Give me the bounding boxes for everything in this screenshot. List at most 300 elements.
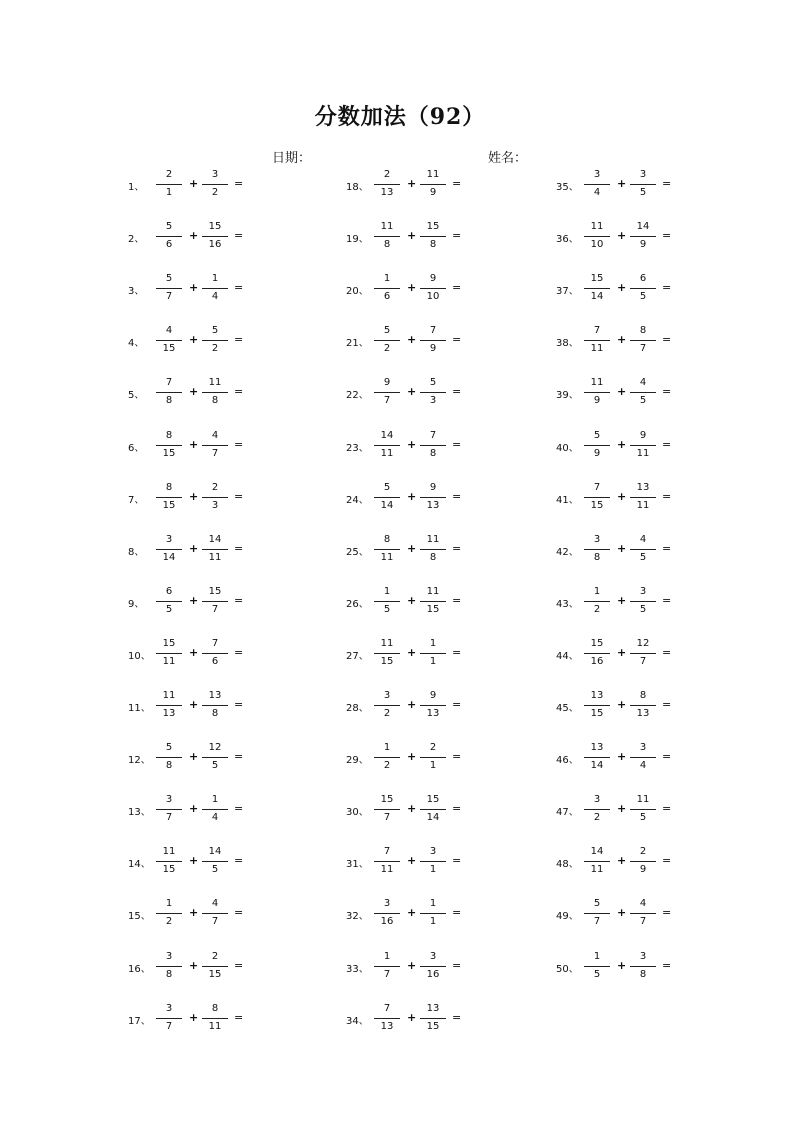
problem-item [346, 218, 556, 258]
problem-number: 44、 [556, 650, 579, 662]
denominator: 9 [593, 447, 601, 459]
plus-sign: + [189, 385, 199, 399]
plus-sign: + [189, 854, 199, 868]
fraction-bar [374, 601, 400, 602]
denominator: 10 [590, 239, 604, 251]
problem-item [556, 270, 766, 310]
second-fraction [630, 322, 656, 362]
second-fraction [202, 374, 228, 414]
fraction-bar [630, 288, 656, 289]
second-fraction [202, 635, 228, 675]
problem-number: 17、 [128, 1015, 151, 1027]
second-fraction [420, 218, 446, 258]
numerator: 7 [429, 429, 437, 441]
plus-sign: + [407, 281, 417, 295]
fraction-bar [202, 236, 228, 237]
plus-sign: + [407, 229, 417, 243]
equals-sign: = [662, 906, 672, 920]
plus-sign: + [189, 645, 199, 659]
plus-sign: + [407, 698, 417, 711]
problem-number: 1、 [128, 182, 145, 193]
equals-sign: = [234, 229, 244, 243]
fraction-bar [584, 809, 610, 810]
numerator: 3 [639, 742, 647, 754]
fraction-bar [420, 757, 446, 758]
fraction-bar [420, 1018, 446, 1019]
problem-item [556, 583, 766, 623]
numerator: 1 [165, 898, 173, 910]
numerator: 1 [383, 273, 391, 285]
numerator: 14 [590, 846, 604, 858]
denominator: 7 [383, 968, 391, 980]
numerator: 2 [211, 481, 219, 493]
fraction-bar [156, 340, 182, 341]
first-fraction [584, 531, 610, 571]
problem-item [346, 635, 556, 675]
problem-number: 16、 [128, 963, 151, 975]
denominator: 1 [429, 864, 437, 876]
first-fraction [374, 270, 400, 310]
denominator: 4 [639, 760, 647, 772]
denominator: 6 [165, 239, 173, 251]
numerator: 11 [590, 221, 604, 233]
fraction-bar [584, 757, 610, 758]
equals-sign: = [234, 750, 244, 764]
problem-item [346, 843, 556, 883]
first-fraction [374, 635, 400, 675]
first-fraction [156, 791, 182, 831]
numerator: 3 [165, 1002, 173, 1014]
denominator: 2 [165, 916, 173, 928]
problem-item [128, 374, 338, 414]
problem-item [556, 531, 766, 571]
numerator: 1 [429, 898, 437, 910]
numerator: 4 [211, 898, 219, 910]
second-fraction [202, 1000, 228, 1040]
fraction-bar [630, 497, 656, 498]
fraction-bar [584, 913, 610, 914]
plus-sign: + [189, 541, 199, 555]
denominator: 11 [208, 1020, 222, 1032]
denominator: 4 [211, 812, 219, 824]
numerator: 2 [639, 846, 647, 858]
fraction-bar [630, 809, 656, 810]
equals-sign: = [662, 385, 672, 399]
numerator: 13 [208, 690, 222, 701]
equals-sign: = [662, 229, 672, 243]
plus-sign: + [617, 385, 627, 399]
problem-number: 41、 [556, 494, 579, 506]
denominator: 16 [590, 655, 604, 667]
first-fraction [156, 166, 182, 206]
fraction-bar [374, 809, 400, 810]
problem-item [346, 427, 556, 467]
fraction-bar [202, 184, 228, 185]
second-fraction [202, 843, 228, 883]
numerator: 3 [593, 794, 601, 806]
numerator: 8 [165, 481, 173, 493]
first-fraction [374, 374, 400, 414]
problem-number: 39、 [556, 390, 579, 402]
denominator: 7 [383, 395, 391, 407]
denominator: 16 [426, 968, 440, 980]
problem-item [128, 583, 338, 623]
numerator: 3 [383, 690, 391, 701]
fraction-bar [202, 1018, 228, 1019]
fraction-bar [202, 497, 228, 498]
fraction-bar [202, 288, 228, 289]
fraction-bar [374, 445, 400, 446]
fraction-bar [584, 497, 610, 498]
fraction-bar [202, 445, 228, 446]
denominator: 8 [383, 239, 391, 251]
denominator: 5 [639, 187, 647, 198]
first-fraction [374, 427, 400, 467]
second-fraction [630, 635, 656, 675]
problem-number: 27、 [346, 650, 369, 662]
plus-sign: + [189, 802, 199, 816]
denominator: 11 [636, 499, 650, 511]
fraction-bar [374, 861, 400, 862]
first-fraction [156, 948, 182, 988]
denominator: 13 [162, 708, 176, 719]
problem-item [346, 791, 556, 831]
first-fraction [374, 583, 400, 623]
fraction-bar [374, 184, 400, 185]
fraction-bar [630, 913, 656, 914]
fraction-bar [374, 913, 400, 914]
numerator: 15 [590, 637, 604, 649]
numerator: 2 [383, 169, 391, 180]
problem-number: 37、 [556, 286, 579, 298]
plus-sign: + [189, 281, 199, 295]
fraction-bar [630, 653, 656, 654]
denominator: 5 [165, 603, 173, 615]
denominator: 9 [429, 187, 437, 198]
second-fraction [630, 687, 656, 727]
problem-number: 32、 [346, 911, 369, 923]
numerator: 3 [429, 950, 437, 962]
numerator: 5 [211, 325, 219, 337]
denominator: 14 [162, 551, 176, 563]
fraction-bar [156, 809, 182, 810]
first-fraction [584, 843, 610, 883]
fraction-bar [420, 601, 446, 602]
numerator: 7 [593, 325, 601, 337]
plus-sign: + [189, 958, 199, 972]
equals-sign: = [452, 489, 462, 503]
plus-sign: + [617, 958, 627, 972]
equals-sign: = [662, 645, 672, 659]
second-fraction [420, 270, 446, 310]
denominator: 5 [639, 551, 647, 563]
numerator: 4 [639, 898, 647, 910]
denominator: 7 [165, 1020, 173, 1032]
second-fraction [630, 843, 656, 883]
fraction-bar [202, 913, 228, 914]
second-fraction [202, 479, 228, 519]
first-fraction [374, 531, 400, 571]
first-fraction [374, 687, 400, 727]
fraction-bar [630, 549, 656, 550]
equals-sign: = [234, 698, 244, 711]
problem-number: 6、 [128, 442, 145, 454]
problem-item [556, 218, 766, 258]
equals-sign: = [452, 906, 462, 920]
first-fraction [156, 895, 182, 935]
problem-number: 9、 [128, 598, 145, 610]
denominator: 9 [639, 864, 647, 876]
numerator: 13 [590, 742, 604, 754]
denominator: 15 [208, 968, 222, 980]
fraction-bar [584, 236, 610, 237]
fraction-bar [156, 236, 182, 237]
numerator: 3 [639, 950, 647, 962]
denominator: 13 [636, 708, 650, 719]
denominator: 2 [211, 187, 219, 198]
numerator: 14 [380, 429, 394, 441]
fraction-bar [374, 966, 400, 967]
denominator: 8 [429, 239, 437, 251]
denominator: 1 [429, 760, 437, 772]
fraction-bar [420, 966, 446, 967]
denominator: 11 [162, 655, 176, 667]
problem-number: 26、 [346, 598, 369, 610]
denominator: 5 [639, 291, 647, 303]
second-fraction [420, 843, 446, 883]
equals-sign: = [234, 541, 244, 555]
problem-item [556, 739, 766, 779]
equals-sign: = [662, 281, 672, 295]
denominator: 2 [593, 603, 601, 615]
numerator: 1 [211, 273, 219, 285]
problem-item [128, 843, 338, 883]
plus-sign: + [407, 802, 417, 816]
problem-number: 14、 [128, 859, 151, 871]
numerator: 5 [165, 273, 173, 285]
problem-number: 15、 [128, 911, 151, 923]
denominator: 14 [426, 812, 440, 824]
denominator: 9 [593, 395, 601, 407]
first-fraction [156, 479, 182, 519]
problem-item [556, 635, 766, 675]
numerator: 1 [429, 637, 437, 649]
plus-sign: + [617, 437, 627, 451]
numerator: 2 [211, 950, 219, 962]
denominator: 9 [429, 343, 437, 355]
denominator: 1 [165, 187, 173, 198]
problem-item [128, 166, 338, 206]
plus-sign: + [617, 177, 627, 190]
numerator: 11 [380, 221, 394, 233]
second-fraction [420, 583, 446, 623]
numerator: 9 [639, 429, 647, 441]
second-fraction [630, 270, 656, 310]
fraction-bar [420, 549, 446, 550]
fraction-bar [156, 184, 182, 185]
denominator: 8 [165, 395, 173, 407]
problem-number: 3、 [128, 286, 145, 298]
denominator: 15 [380, 655, 394, 667]
numerator: 4 [165, 325, 173, 337]
second-fraction [202, 166, 228, 206]
first-fraction [584, 166, 610, 206]
fraction-bar [156, 288, 182, 289]
first-fraction [584, 687, 610, 727]
equals-sign: = [234, 1010, 244, 1024]
problem-item [128, 531, 338, 571]
second-fraction [420, 895, 446, 935]
equals-sign: = [452, 698, 462, 711]
equals-sign: = [452, 645, 462, 659]
numerator: 5 [165, 742, 173, 754]
plus-sign: + [407, 958, 417, 972]
denominator: 4 [211, 291, 219, 303]
numerator: 11 [426, 169, 440, 180]
problem-number: 19、 [346, 234, 369, 246]
problem-number: 34、 [346, 1015, 369, 1027]
problem-item [128, 270, 338, 310]
fraction-bar [584, 184, 610, 185]
numerator: 14 [208, 533, 222, 545]
denominator: 1 [429, 916, 437, 928]
second-fraction [630, 427, 656, 467]
first-fraction [584, 739, 610, 779]
second-fraction [630, 166, 656, 206]
problem-item [128, 687, 338, 727]
numerator: 3 [165, 794, 173, 806]
denominator: 6 [211, 655, 219, 667]
numerator: 15 [590, 273, 604, 285]
denominator: 5 [211, 760, 219, 772]
denominator: 11 [380, 447, 394, 459]
fraction-bar [202, 340, 228, 341]
equals-sign: = [452, 229, 462, 243]
numerator: 1 [383, 742, 391, 754]
plus-sign: + [189, 229, 199, 243]
equals-sign: = [234, 958, 244, 972]
second-fraction [420, 479, 446, 519]
second-fraction [630, 895, 656, 935]
numerator: 5 [383, 325, 391, 337]
equals-sign: = [234, 437, 244, 451]
first-fraction [584, 948, 610, 988]
plus-sign: + [407, 645, 417, 659]
equals-sign: = [234, 593, 244, 607]
denominator: 7 [211, 916, 219, 928]
problem-number: 43、 [556, 598, 579, 610]
plus-sign: + [407, 489, 417, 503]
problem-item [128, 635, 338, 675]
denominator: 7 [639, 655, 647, 667]
fraction-bar [374, 653, 400, 654]
equals-sign: = [452, 333, 462, 347]
problem-number: 38、 [556, 338, 579, 350]
numerator: 14 [636, 221, 650, 233]
denominator: 5 [593, 968, 601, 980]
fraction-bar [202, 705, 228, 706]
denominator: 8 [211, 395, 219, 407]
second-fraction [202, 687, 228, 727]
first-fraction [584, 427, 610, 467]
numerator: 2 [429, 742, 437, 754]
equals-sign: = [234, 645, 244, 659]
numerator: 3 [593, 533, 601, 545]
first-fraction [584, 322, 610, 362]
plus-sign: + [617, 802, 627, 816]
numerator: 7 [593, 481, 601, 493]
second-fraction [420, 531, 446, 571]
problem-item [128, 739, 338, 779]
numerator: 9 [383, 377, 391, 389]
equals-sign: = [662, 437, 672, 451]
plus-sign: + [617, 541, 627, 555]
problem-number: 40、 [556, 442, 579, 454]
problem-number: 7、 [128, 494, 145, 506]
problem-number: 4、 [128, 338, 145, 350]
denominator: 11 [380, 551, 394, 563]
fraction-bar [202, 966, 228, 967]
plus-sign: + [189, 750, 199, 764]
problem-item [128, 218, 338, 258]
denominator: 14 [380, 499, 394, 511]
plus-sign: + [407, 854, 417, 868]
fraction-bar [374, 497, 400, 498]
problem-number: 48、 [556, 859, 579, 871]
numerator: 15 [426, 221, 440, 233]
denominator: 13 [380, 187, 394, 198]
first-fraction [374, 843, 400, 883]
numerator: 3 [593, 169, 601, 180]
denominator: 5 [639, 812, 647, 824]
second-fraction [420, 791, 446, 831]
problem-number: 33、 [346, 963, 369, 975]
denominator: 5 [211, 864, 219, 876]
denominator: 5 [639, 395, 647, 407]
first-fraction [584, 270, 610, 310]
fraction-bar [584, 861, 610, 862]
problem-item [346, 739, 556, 779]
numerator: 12 [208, 742, 222, 754]
first-fraction [374, 895, 400, 935]
denominator: 8 [165, 760, 173, 772]
fraction-bar [630, 601, 656, 602]
equals-sign: = [662, 541, 672, 555]
numerator: 4 [211, 429, 219, 441]
equals-sign: = [662, 177, 672, 190]
problem-number: 21、 [346, 338, 369, 350]
equals-sign: = [452, 437, 462, 451]
second-fraction [420, 427, 446, 467]
plus-sign: + [617, 750, 627, 764]
second-fraction [630, 531, 656, 571]
fraction-bar [374, 236, 400, 237]
problem-item [128, 948, 338, 988]
plus-sign: + [617, 333, 627, 347]
plus-sign: + [617, 281, 627, 295]
plus-sign: + [617, 489, 627, 503]
problem-number: 10、 [128, 650, 151, 662]
second-fraction [420, 687, 446, 727]
numerator: 8 [383, 533, 391, 545]
first-fraction [584, 895, 610, 935]
numerator: 15 [426, 794, 440, 806]
fraction-bar [584, 653, 610, 654]
plus-sign: + [407, 437, 417, 451]
second-fraction [630, 374, 656, 414]
fraction-bar [374, 392, 400, 393]
fraction-bar [420, 705, 446, 706]
